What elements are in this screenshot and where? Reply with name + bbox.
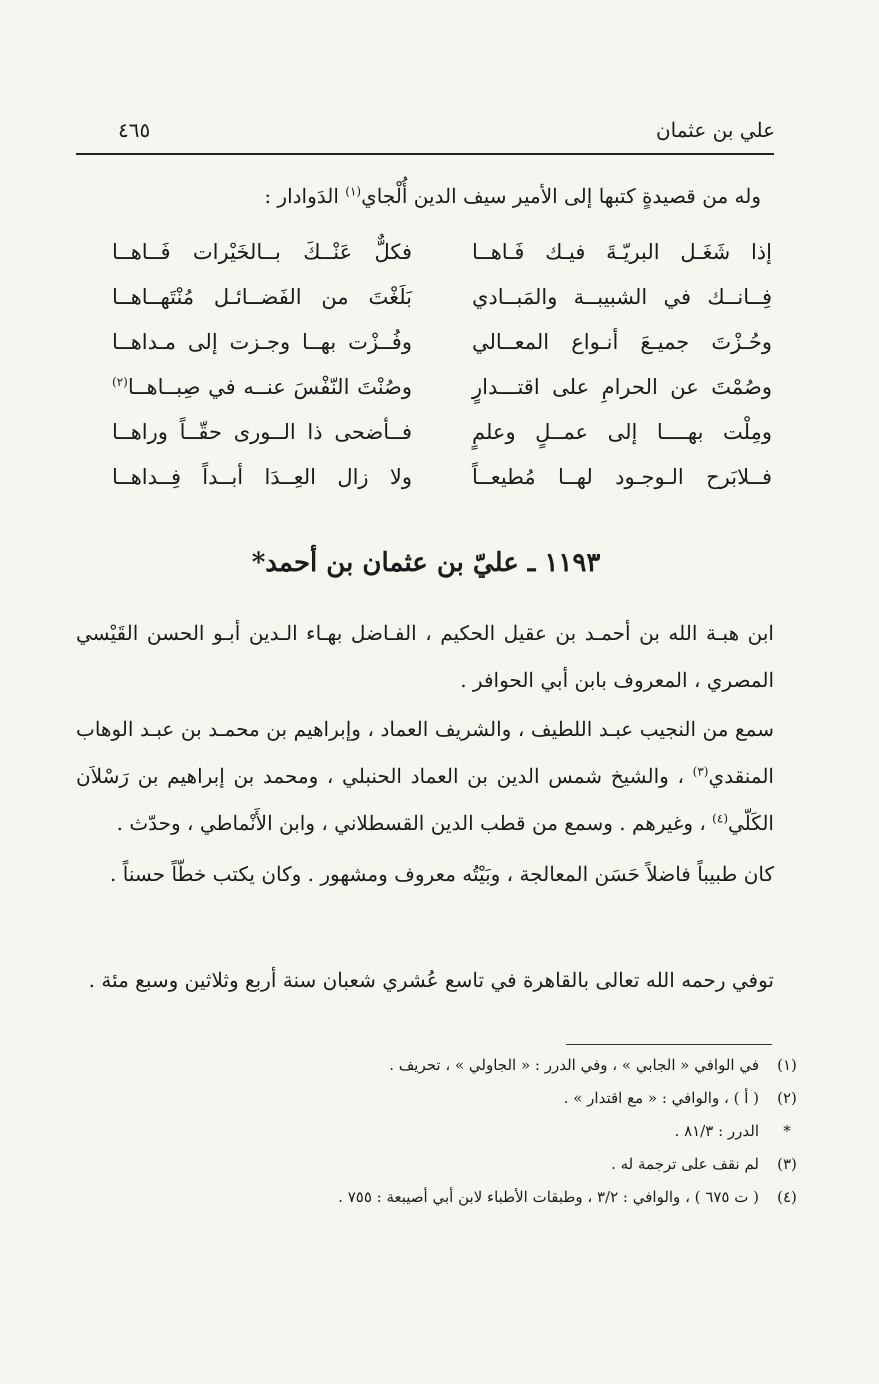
footnote <box>87 1188 807 1221</box>
verse <box>112 330 772 375</box>
footnotes <box>87 1056 807 1221</box>
paragraph-text: سمع من النجيب عبـد اللطيف ، والشريف العماد ، وإبراهيم بن محمـد بن عبـد الوهاب المنقدي <box>76 717 774 788</box>
paragraph-text: ، والشيخ شمس الدين بن العماد الحنبلي ، ومحمد بن إبراهيم بن رَسْلاَن الكَلّي <box>76 764 774 835</box>
verse-second-hemistich: بَلَغْتَ من الفَضــائـل مُنْتَهــاهــا <box>112 285 412 309</box>
footnote-mark: (٣) <box>777 1155 797 1173</box>
page-number: ٤٦٥ <box>118 118 151 142</box>
footnote-text: ( ت ٦٧٥ ) ، والوافي : ٣/٢ ، وطبقات الأطباء لابن أبي أصيبعة : ٧٥٥ . <box>338 1188 759 1206</box>
verse <box>112 420 772 465</box>
poem <box>112 240 772 510</box>
verse-first-hemistich: وصُمْتَ عن الحرامِ على اقتـــدارٍ <box>472 375 772 399</box>
footnote-mark: (٤) <box>777 1188 797 1206</box>
verse <box>112 285 772 330</box>
paragraph-text: ، وغيرهم . وسمع من قطب الدين القسطلاني ، وابن الأَنْماطي ، وحدّث . <box>116 811 713 835</box>
footnote <box>87 1056 807 1089</box>
intro-text-end: الدَوادار : <box>264 184 346 208</box>
header-rule <box>76 153 774 155</box>
running-title: علي بن عثمان <box>655 118 775 142</box>
verse-first-hemistich: وحُـزْتَ جميـعَ أنـواع المعــالي <box>472 330 772 354</box>
footnote-mark: (١) <box>777 1056 797 1074</box>
verse-second-hemistich: فــأضحى ذا الــورى حقّــاً وراهــا <box>112 420 412 444</box>
paragraph-description: كان طبيباً فاضلاً حَسَن المعالجة ، وبَيْتُه معروف ومشهور . وكان يكتب خطّاً حسناً . <box>110 862 774 886</box>
footnote-ref-4: (٤) <box>712 811 728 826</box>
verse-second-text: وصُنْتَ النّفْسَ عنــه في صِبــاهــا <box>127 375 412 399</box>
footnote-mark: * <box>783 1122 791 1140</box>
footnote-text: لم نقف على ترجمة له . <box>611 1155 759 1173</box>
footnote <box>87 1122 807 1155</box>
verse-second-hemistich: ولا زال العِــدَا أبــداً فِــداهــا <box>112 465 412 489</box>
footnote-ref-2: (٢) <box>112 375 128 389</box>
footnote-ref-3: (٣) <box>692 764 709 779</box>
verse <box>112 465 772 510</box>
verse-first-hemistich: فــلابَرح الـوجـود لهــا مُطيعــاً <box>472 465 772 489</box>
verse <box>112 240 772 285</box>
entry-title: ١١٩٣ ـ عليّ بن عثمان بن أحمد* <box>251 548 601 578</box>
verse-first-hemistich: إذا شَغَـل البريّـةَ فيـك فَـاهــا <box>472 240 772 264</box>
footnote <box>87 1089 807 1122</box>
verse <box>112 375 772 420</box>
verse-second-hemistich: فكلٌّ عَنْــكَ بــالخَيْرات فَــاهــا <box>112 240 412 264</box>
intro-text: وله من قصيدةٍ كتبها إلى الأمير سيف الدين أُلْجاي <box>361 184 761 208</box>
paragraph-teachers <box>76 706 774 847</box>
verse-first-hemistich: ومِلْت بهــــا إلى عمــلٍ وعلمٍ <box>472 420 772 444</box>
verse-second-hemistich: وفُــزْت بهــا وجـزت إلى مـداهــا <box>112 330 412 354</box>
verse-second-hemistich <box>112 375 412 399</box>
poem-intro <box>264 184 761 208</box>
footnote-text: الدرر : ٨١/٣ . <box>674 1122 759 1140</box>
footnote <box>87 1155 807 1188</box>
footnote-mark: (٢) <box>777 1089 797 1107</box>
footnote-ref-1: (١) <box>345 184 362 199</box>
footnote-text: في الوافي « الجابي » ، وفي الدرر : « الجاولي » ، تحريف . <box>389 1056 759 1074</box>
paragraph-death: توفي رحمه الله تعالى بالقاهرة في تاسع عُشري شعبان سنة أربع وثلاثين وسبع مئة . <box>88 968 774 992</box>
page-header <box>76 112 775 156</box>
footnote-rule <box>566 1044 772 1045</box>
footnote-text: ( أ ) ، والوافي : « مع اقتدار » . <box>563 1089 759 1107</box>
paragraph-lineage: ابن هبـة الله بن أحمـد بن عقيل الحكيم ، الفـاضل بهـاء الـدين أبـو الحسن القَيْسي المصري ، المعروف بابن أبي الحوافر . <box>76 621 774 692</box>
verse-first-hemistich: فِــانــك في الشبيبــة والمَبــادي <box>472 285 772 309</box>
